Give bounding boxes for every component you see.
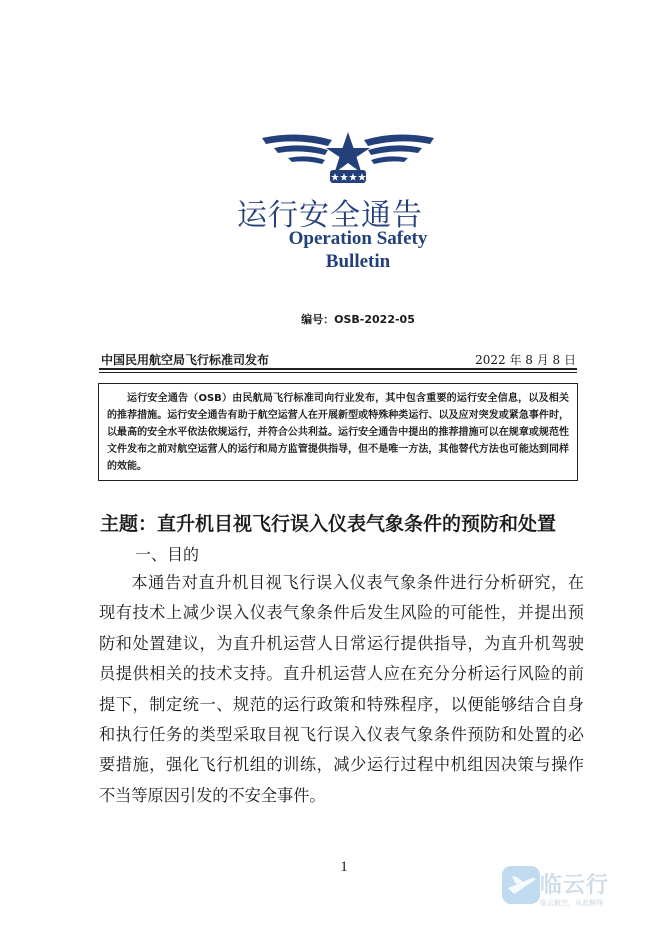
watermark bbox=[500, 864, 630, 914]
bulletin-title-english-line2: Bulletin bbox=[325, 251, 391, 272]
issue-date: 2022 年 8 月 8 日 bbox=[475, 353, 576, 367]
airplane-logo-icon bbox=[500, 864, 542, 906]
watermark-slogan: 临云航空，从此翱翔 bbox=[540, 899, 603, 907]
bulletin-title-chinese: 运行安全通告 bbox=[237, 198, 423, 233]
section-heading-purpose: 一、目的 bbox=[135, 545, 200, 564]
page-number: 1 bbox=[340, 859, 348, 875]
intro-notice-text: 运行安全通告（OSB）由民航局飞行标准司向行业发布，其中包含重要的运行安全信息，以及相关的推荐措施。运行安全通告有助于航空运营人在开展新型或特殊种类运行、以及应对突发或紧急事件时，以最高的安全水平依法依规运行，并符合公共利益。运行安全通告中提出的推荐措施可以在规章或规范性文件发布之前对航空运营人的运行和局方监管提供指导，但不是唯一方法，其他替代方法也可能达到同样的效能。 bbox=[107, 393, 569, 472]
issuer: 中国民用航空局飞行标准司发布 bbox=[101, 353, 270, 367]
section-body-purpose: 本通告对直升机目视飞行误入仪表气象条件进行分析研究，在现有技术上减少误入仪表气象条件后发生风险的可能性，并提出预防和处置建议，为直升机运营人日常运行提供指导，为直升机驾驶员提供相关的技术支持。直升机运营人应在充分分析运行风险的前提下，制定统一、规范的运行政策和特殊程序，以便能够结合自身和执行任务的类型采取目视飞行误入仪表气象条件预防和处置的必要措施，强化飞行机组的训练，减少运行过程中机组因决策与操作不当等原因引发的不安全事件。 bbox=[99, 573, 584, 805]
watermark-name: 临云行 bbox=[540, 873, 610, 898]
subject-heading: 主题：直升机目视飞行误入仪表气象条件的预防和处置 bbox=[100, 513, 557, 535]
caac-wings-logo bbox=[258, 126, 438, 188]
bulletin-title-english-line1: Operation Safety bbox=[288, 228, 428, 249]
header-divider-thin bbox=[99, 372, 577, 373]
document-number: 编号：OSB-2022-05 bbox=[301, 313, 415, 326]
header-divider-thick bbox=[99, 368, 577, 370]
intro-notice-box bbox=[98, 383, 578, 481]
star-wings-icon bbox=[258, 126, 438, 188]
